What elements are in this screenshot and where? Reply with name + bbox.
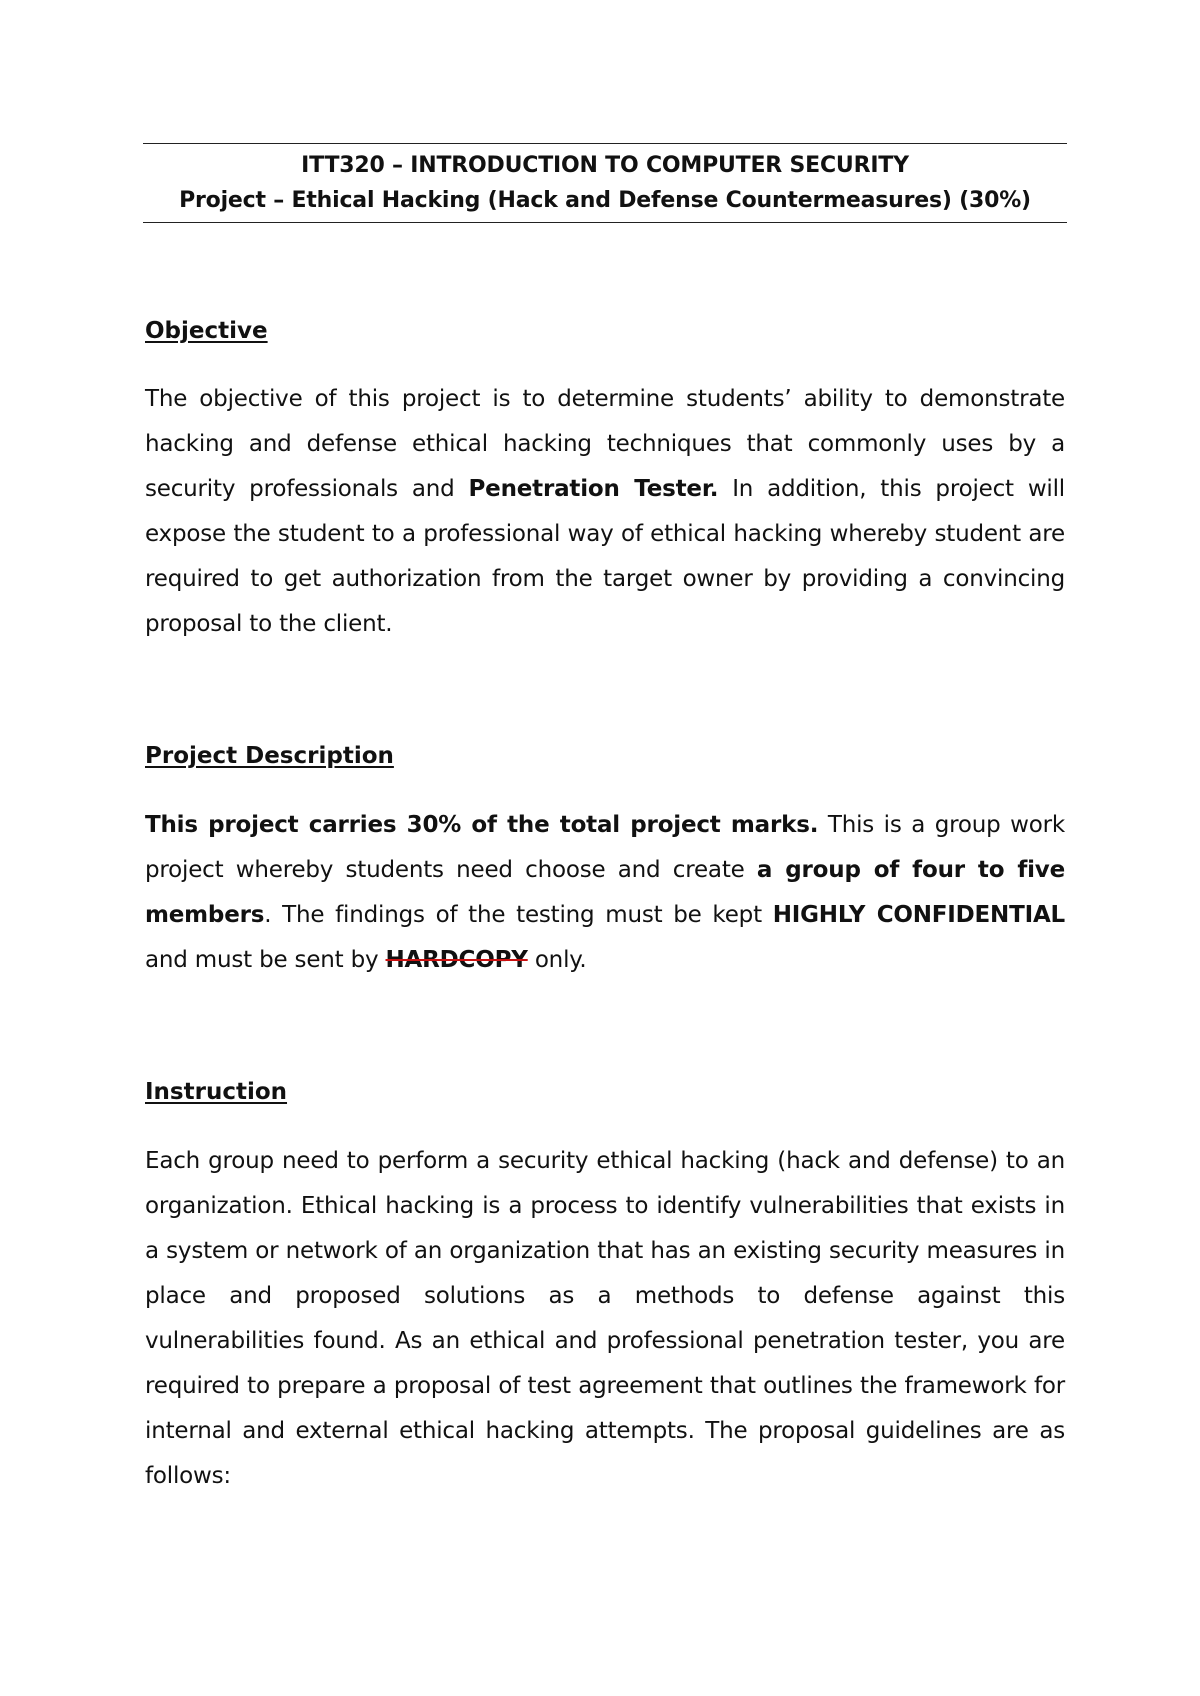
hardcopy-struck-text: HARDCOPY (385, 947, 528, 973)
instruction-heading: Instruction (145, 1079, 288, 1105)
objective-bold-1: Penetration Tester. (468, 476, 719, 502)
objective-text-2: In addition, this project will expose the student to a professional way of ethical hacking whereby student are required to get authorization from the target owner by providing a convincing proposal to the client. (145, 476, 1065, 637)
description-bold-3: HIGHLY CONFIDENTIAL (772, 902, 1065, 928)
objective-heading: Objective (145, 318, 268, 344)
course-title: ITT320 – INTRODUCTION TO COMPUTER SECURITY (301, 153, 909, 178)
description-bold-1: This project carries 30% of the total project marks. (145, 812, 819, 838)
instruction-paragraph: Each group need to perform a security ethical hacking (hack and defense) to an organization. Ethical hacking is a process to identify vulnerabilities that exists in a system or network of an organization that has an existing security measures in place and proposed solutions as a methods to defense against this vulnerabilities found. As an ethical and professional penetration tester, you are required to prepare a proposal of test agreement that outlines the framework for internal and external ethical hacking attempts. The proposal guidelines are as follows: (145, 1148, 1065, 1489)
document-page (145, 0, 1065, 1696)
description-text-4: only. (527, 947, 587, 973)
title-block (143, 143, 1067, 223)
objective-paragraph (145, 377, 1065, 647)
description-bold-2: a group of four to five members (145, 857, 1066, 928)
project-description-paragraph (145, 803, 1065, 983)
description-text-3: and must be sent by (145, 947, 386, 973)
description-text-2: . The findings of the testing must be kept (264, 902, 773, 928)
project-description-heading: Project Description (145, 743, 394, 769)
description-text-1: This is a group work project whereby students need choose and create (145, 812, 1066, 883)
objective-text-1: The objective of this project is to determine students’ ability to demonstrate hacking and defense ethical hacking techniques that commonly uses by a security professionals and (145, 386, 1065, 502)
project-title: Project – Ethical Hacking (Hack and Defense Countermeasures) (30%) (179, 188, 1031, 213)
